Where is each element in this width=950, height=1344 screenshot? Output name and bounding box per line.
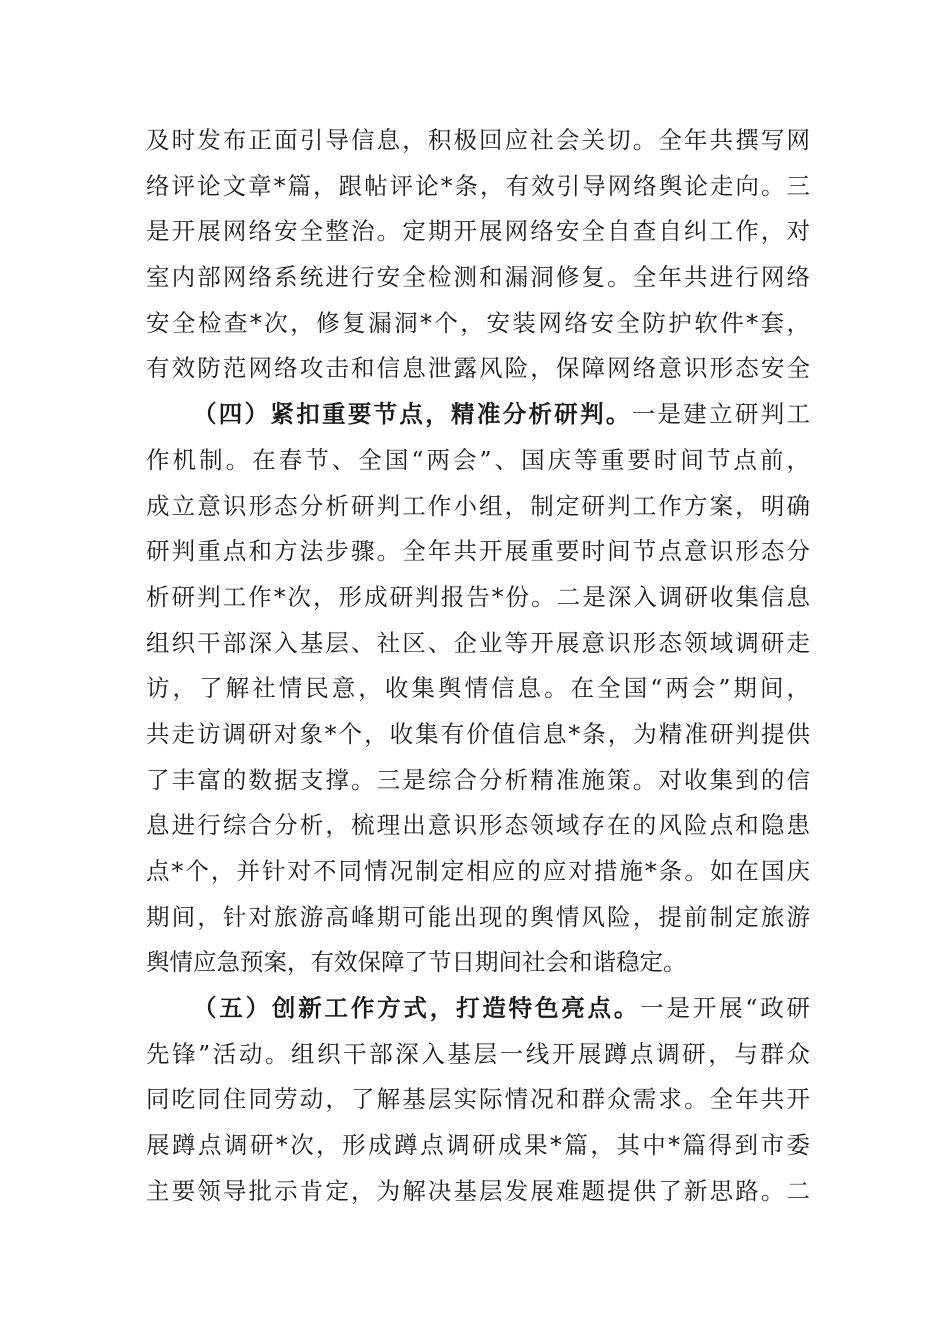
text-line: 有效防范网络攻击和信息泄露风险，保障网络意识形态安全 — [146, 354, 810, 383]
text-line: 展蹲点调研*次，形成蹲点调研成果*篇，其中*篇得到市委 — [146, 1131, 810, 1160]
section-heading-four: （四）紧扣重要节点，精准分析研判。 — [193, 400, 632, 429]
text-run: 一是建立研判工 — [631, 400, 810, 429]
text-line: 析研判工作*次，形成研判报告*份。二是深入调研收集信息 — [146, 582, 810, 611]
section-four-first-line — [146, 392, 810, 438]
text-line: 点*个，并针对不同情况制定相应的应对措施*条。如在国庆 — [146, 857, 810, 885]
text-line: 主要领导批示肯定，为解决基层发展难题提供了新思路。二 — [146, 1176, 810, 1205]
text-line: 是开展网络安全整治。定期开展网络安全自查自纠工作，对 — [146, 217, 810, 246]
text-line: 先锋”活动。组织干部深入基层一线开展蹲点调研，与群众 — [146, 1039, 810, 1068]
text-line: 室内部网络系统进行安全检测和漏洞修复。全年共进行网络 — [146, 263, 810, 292]
text-line: 作机制。在春节、全国“两会”、国庆等重要时间节点前， — [146, 445, 810, 474]
document-body — [146, 118, 810, 1215]
text-line: 络评论文章*篇，跟帖评论*条，有效引导网络舆论走向。三 — [146, 171, 810, 200]
text-line: 安全检查*次，修复漏洞*个，安装网络安全防护软件*套， — [146, 308, 810, 337]
text-line: 访，了解社情民意，收集舆情信息。在全国“两会”期间， — [146, 674, 810, 703]
text-line: 期间，针对旅游高峰期可能出现的舆情风险，提前制定旅游 — [146, 902, 810, 931]
text-run: 一是开展“政研 — [640, 994, 810, 1023]
text-line: 成立意识形态分析研判工作小组，制定研判工作方案，明确 — [146, 491, 810, 520]
text-line: 了丰富的数据支撑。三是综合分析精准施策。对收集到的信 — [146, 765, 810, 794]
text-line: 及时发布正面引导信息，积极回应社会关切。全年共撰写网 — [146, 126, 810, 154]
text-line: 同吃同住同劳动，了解基层实际情况和群众需求。全年共开 — [146, 1085, 810, 1114]
section-five-first-line — [146, 986, 810, 1032]
text-line: 共走访调研对象*个，收集有价值信息*条，为精准研判提供 — [146, 719, 810, 748]
text-line: 息进行综合分析，梳理出意识形态领域存在的风险点和隐患 — [146, 811, 810, 840]
text-line: 组织干部深入基层、社区、企业等开展意识形态领域调研走 — [146, 628, 810, 657]
text-line: 研判重点和方法步骤。全年共开展重要时间节点意识形态分 — [146, 537, 810, 566]
section-heading-five: （五）创新工作方式，打造特色亮点。 — [193, 994, 641, 1023]
text-line: 舆情应急预案，有效保障了节日期间社会和谐稳定。 — [146, 948, 687, 977]
